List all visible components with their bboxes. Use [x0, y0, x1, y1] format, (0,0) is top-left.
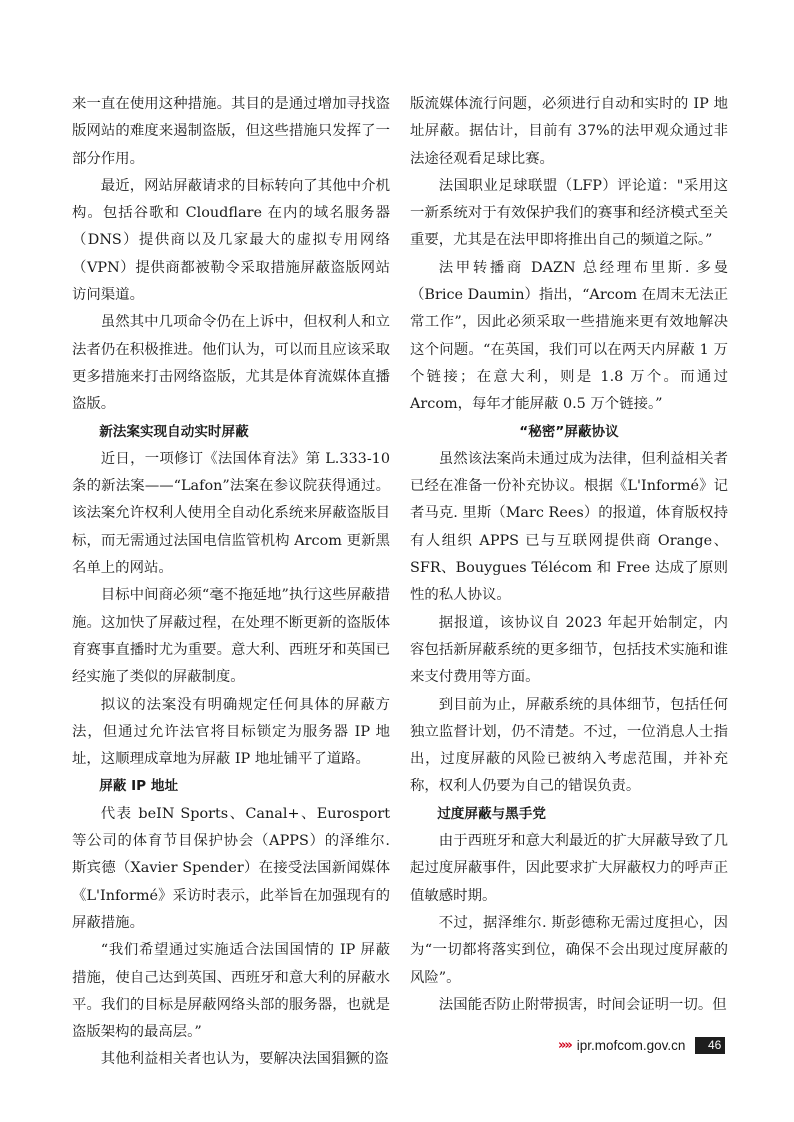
footer-url: ipr.mofcom.gov.cn — [576, 1037, 686, 1053]
body-paragraph: 虽然其中几项命令仍在上诉中，但权利人和立法者仍在积极推进。他们认为，可以而且应该采取更多措施来打击网络盗版，尤其是体育流媒体直播盗版。 — [72, 314, 390, 413]
body-paragraph: “我们希望通过实施适合法国国情的 IP 屏蔽措施，使自己达到英国、西班牙和意大利的屏蔽水平。我们的目标是屏蔽网络头部的服务器，也就是盗版架构的最高层。” — [72, 942, 390, 1041]
body-paragraph: 目标中间商必须“毫不拖延地”执行这些屏蔽措施。这加快了屏蔽过程，在处理不断更新的盗版体育赛事直播时尤为重要。意大利、西班牙和英国已经实施了类似的屏蔽制度。 — [72, 587, 390, 686]
page-footer — [558, 1036, 725, 1054]
body-paragraph: 由于西班牙和意大利最近的扩大屏蔽导致了几起过度屏蔽事件，因此要求扩大屏蔽权力的呼声正值敏感时期。 — [410, 833, 728, 904]
body-paragraph: 法国能否防止附带损害，时间会证明一切。但 — [438, 996, 727, 1013]
body-paragraph: 法甲转播商 DAZN 总经理布里斯. 多曼（Brice Daumin）指出，“Arcom 在周末无法正常工作”，因此必须采取一些措施来更有效地解决这个问题。“在英国，我们可以在两天内屏蔽 1 万个链接；在意大利，则是 1.8 万个。而通过 Arcom，每年才能屏蔽 0.5 万个链接。” — [410, 259, 728, 413]
body-paragraph: 不过，据泽维尔. 斯彭德称无需过度担心，因为“一切都将落实到位，确保不会出现过度屏蔽的风险”。 — [410, 914, 728, 986]
body-paragraph: 拟议的法案没有明确规定任何具体的屏蔽方法，但通过允许法官将目标锁定为服务器 IP 地址，这顺理成章地为屏蔽 IP 地址铺平了道路。 — [72, 696, 390, 768]
body-paragraph: 到目前为止，屏蔽系统的具体细节，包括任何独立监督计划，仍不清楚。不过，一位消息人士指出，过度屏蔽的风险已被纳入考虑范围，并补充称，权利人仍要为自己的错误负责。 — [410, 696, 728, 795]
body-paragraph: 代表 beIN Sports、Canal+、Eurosport 等公司的体育节目保护协会（APPS）的泽维尔. 斯宾德（Xavier Spender）在接受法国新闻媒体《L'Informé》采访时表示，此举旨在加强现有的屏蔽措施。 — [72, 805, 390, 931]
body-paragraph: 来一直在使用这种措施。其目的是通过增加寻找盗版网站的难度来遏制盗版，但这些措施只发挥了一部分作用。 — [72, 96, 390, 167]
body-paragraph: 近日，一项修订《法国体育法》第 L.333-10 条的新法案——“Lafon”法案在参议院获得通过。该法案允许权利人使用全自动化系统来屏蔽盗版目标，而无需通过法国电信监管机构 Arcom 更新黑名单上的网站。 — [72, 450, 390, 577]
page-number: 46 — [695, 1037, 725, 1054]
section-heading: 过度屏蔽与黑手党 — [437, 805, 546, 822]
section-heading: “秘密”屏蔽协议 — [519, 423, 619, 440]
section-heading: 屏蔽 IP 地址 — [99, 778, 179, 795]
section-heading: 新法案实现自动实时屏蔽 — [99, 423, 249, 440]
body-paragraph: 最近，网站屏蔽请求的目标转向了其他中介机构。包括谷歌和 Cloudflare 在内的域名服务器（DNS）提供商以及几家最大的虚拟专用网络（VPN）提供商都被勒令采取措施屏蔽盗版网站访问渠道。 — [72, 177, 390, 304]
double-chevron-icon: »» — [558, 1037, 571, 1053]
body-paragraph: 据报道，该协议自 2023 年起开始制定，内容包括新屏蔽系统的更多细节，包括技术实施和谁来支付费用等方面。 — [410, 614, 728, 686]
left-column — [72, 91, 390, 1074]
body-paragraph: 法国职业足球联盟（LFP）评论道："采用这一新系统对于有效保护我们的赛事和经济模式至关重要，尤其是在法甲即将推出自己的频道之际。” — [410, 177, 728, 249]
body-paragraph: 版流媒体流行问题，必须进行自动和实时的 IP 地址屏蔽。据估计，目前有 37%的法甲观众通过非法途径观看足球比赛。 — [410, 96, 728, 167]
body-paragraph: 其他利益相关者也认为，要解决法国猖獗的盗 — [100, 1051, 389, 1068]
body-paragraph: 虽然该法案尚未通过成为法律，但利益相关者已经在准备一份补充协议。根据《L'Informé》记者马克. 里斯（Marc Rees）的报道，体育版权持有人组织 APPS 已与互联网提供商 Orange、SFR、Bouygues Télécom 和 Free 达成了原则性的私人协议。 — [410, 450, 728, 604]
right-column — [410, 91, 728, 1019]
